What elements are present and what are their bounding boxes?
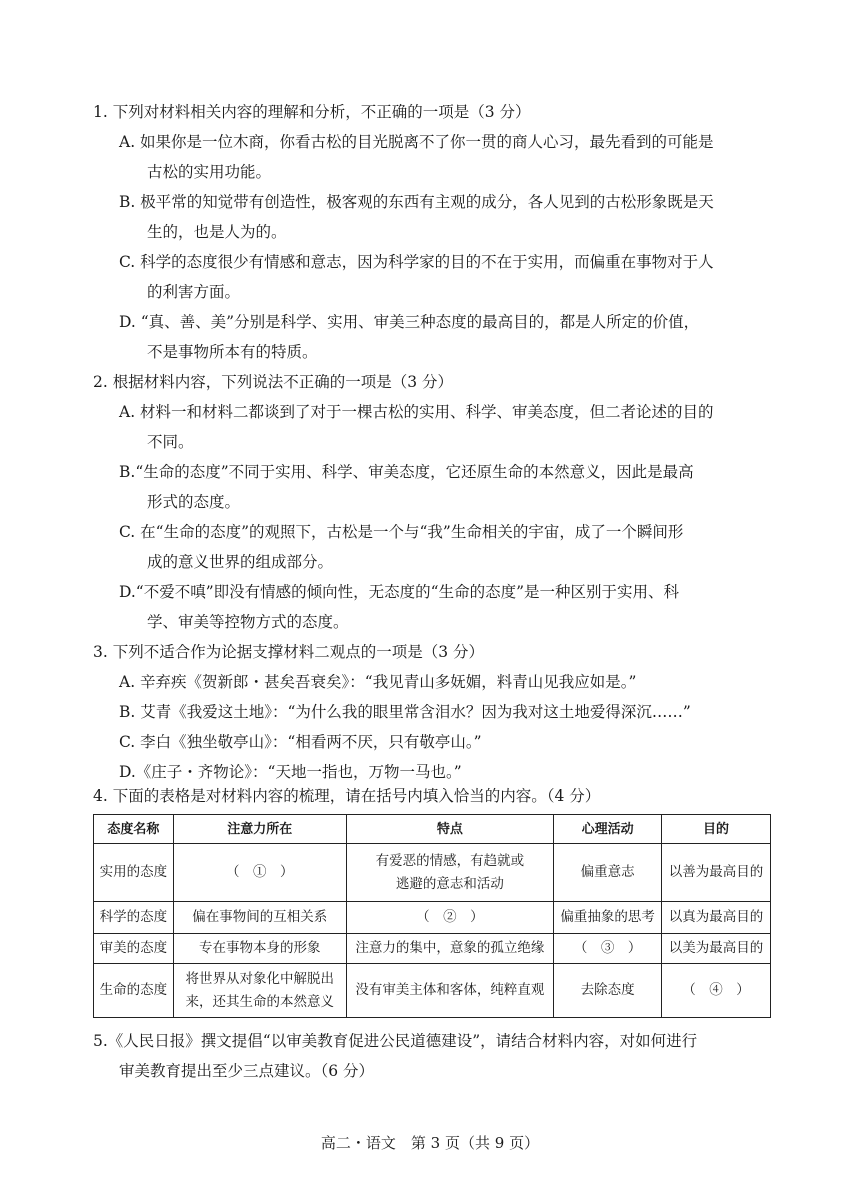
table-header-cell: 特点 (346, 815, 554, 844)
table-cell-blank-4: （ ④ ） (662, 964, 771, 1018)
q1-option-a-line1: A. 如果你是一位木商，你看古松的目光脱离不了你一贯的商人心习，最先看到的可能是 (119, 133, 714, 151)
table-header-cell: 态度名称 (94, 815, 174, 844)
attitude-table (93, 814, 771, 1018)
q1-option-c-line1: C. 科学的态度很少有情感和意志，因为科学家的目的不在于实用，而偏重在事物对于人 (119, 253, 714, 271)
q1-option-a-line2: 古松的实用功能。 (147, 163, 272, 181)
q3-option-b: B. 艾青《我爱这土地》：“为什么我的眼里常含泪水？因为我对这土地爱得深沉……” (119, 703, 691, 721)
q2-option-c-line1: C. 在“生命的态度”的观照下，古松是一个与“我”生命相关的宇宙，成了一个瞬间形 (119, 523, 684, 541)
table-row (94, 844, 771, 902)
table-cell: 实用的态度 (94, 844, 174, 902)
table-cell: 专在事物本身的形象 (173, 934, 346, 964)
table-cell: 以真为最高目的 (662, 902, 771, 934)
table-cell: 偏重意志 (554, 844, 662, 902)
table-cell: 生命的态度 (94, 964, 174, 1018)
table-cell-blank-2: （ ② ） (346, 902, 554, 934)
table-cell: 以美为最高目的 (662, 934, 771, 964)
page-footer: 高二・语文 第 3 页（共 9 页） (320, 1134, 540, 1152)
question-5-line2: 审美教育提出至少三点建议。（6 分） (119, 1062, 375, 1080)
cell-line: 将世界从对象化中解脱出 来，还其生命的本然意义 (185, 970, 334, 1010)
q3-option-d: D.《庄子・齐物论》：“天地一指也，万物一马也。” (119, 763, 462, 781)
table-cell (346, 844, 554, 902)
question-2-stem: 2. 根据材料内容，下列说法不正确的一项是（3 分） (93, 373, 454, 391)
table-header-cell: 心理活动 (554, 815, 662, 844)
question-4-stem: 4. 下面的表格是对材料内容的梳理，请在括号内填入恰当的内容。（4 分） (93, 787, 601, 805)
table-cell: 注意力的集中，意象的孤立绝缘 (346, 934, 554, 964)
table-cell: 以善为最高目的 (662, 844, 771, 902)
question-1-stem: 1. 下列对材料相关内容的理解和分析，不正确的一项是（3 分） (93, 103, 531, 121)
q2-option-c-line2: 成的意义世界的组成部分。 (147, 553, 334, 571)
q2-option-b-line1: B.“生命的态度”不同于实用、科学、审美态度，它还原生命的本然意义，因此是最高 (119, 463, 694, 481)
table-row (94, 934, 771, 964)
table-header-cell: 注意力所在 (173, 815, 346, 844)
table-cell: 偏重抽象的思考 (554, 902, 662, 934)
table-cell-blank-3: （ ③ ） (554, 934, 662, 964)
table-cell: 科学的态度 (94, 902, 174, 934)
q2-option-d-line1: D.“不爱不嗔”即没有情感的倾向性，无态度的“生命的态度”是一种区别于实用、科 (119, 583, 680, 601)
table-cell (173, 964, 346, 1018)
q3-option-a: A. 辛弃疾《贺新郎・甚矣吾衰矣》：“我见青山多妩媚，料青山见我应如是。” (119, 673, 637, 691)
question-3-stem: 3. 下列不适合作为论据支撑材料二观点的一项是（3 分） (93, 643, 485, 661)
cell-line: 有爱恶的情感，有趋就或 逃避的意志和活动 (375, 852, 525, 892)
q2-option-b-line2: 形式的态度。 (147, 493, 241, 511)
q1-option-c-line2: 的利害方面。 (147, 283, 241, 301)
question-5-line1: 5.《人民日报》撰文提倡“以审美教育促进公民道德建设”，请结合材料内容，对如何进行 (93, 1032, 698, 1050)
table-row (94, 964, 771, 1018)
table-header-cell: 目的 (662, 815, 771, 844)
table-cell: 没有审美主体和客体，纯粹直观 (346, 964, 554, 1018)
table-cell: 偏在事物间的互相关系 (173, 902, 346, 934)
q2-option-a-line2: 不同。 (147, 433, 194, 451)
q1-option-b-line1: B. 极平常的知觉带有创造性，极客观的东西有主观的成分，各人见到的古松形象既是天 (119, 193, 714, 211)
table-row (94, 902, 771, 934)
q2-option-d-line2: 学、审美等控物方式的态度。 (147, 613, 349, 631)
table-cell-blank-1: （ ① ） (173, 844, 346, 902)
q3-option-c: C. 李白《独坐敬亭山》：“相看两不厌，只有敬亭山。” (119, 733, 482, 751)
table-cell: 去除态度 (554, 964, 662, 1018)
table-header-row (94, 815, 771, 844)
q1-option-d-line1: D. “真、善、美”分别是科学、实用、审美三种态度的最高目的，都是人所定的价值， (119, 313, 700, 331)
table-cell: 审美的态度 (94, 934, 174, 964)
q1-option-b-line2: 生的，也是人为的。 (147, 223, 287, 241)
q2-option-a-line1: A. 材料一和材料二都谈到了对于一棵古松的实用、科学、审美态度，但二者论述的目的 (119, 403, 714, 421)
q1-option-d-line2: 不是事物所本有的特质。 (147, 343, 318, 361)
